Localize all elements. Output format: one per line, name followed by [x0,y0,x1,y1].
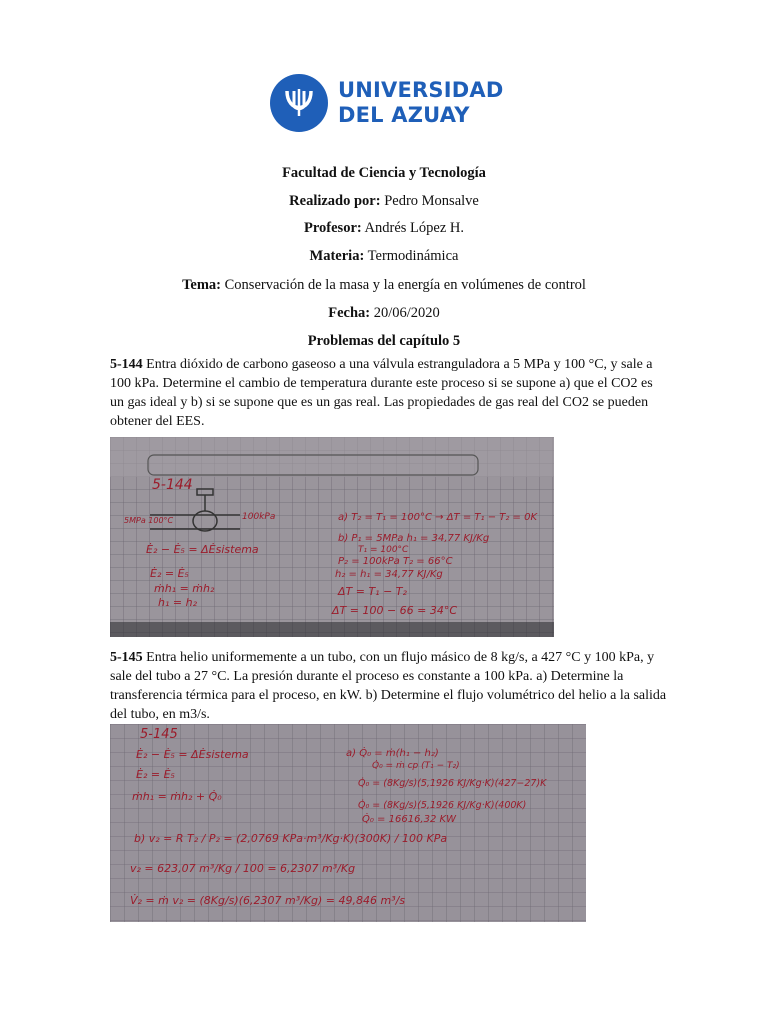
handwritten-line: ΔT = 100 − 66 = 34°C [332,604,458,617]
topic-line: Tema: Conservación de la masa y la energía en volúmenes de control [182,277,586,293]
handwritten-line: a) Q̇₀ = ṁ(h₁ − h₂) [346,748,439,759]
handwritten-line: v₂ = 623,07 m³/Kg / 100 = 6,2307 m³/Kg [130,862,356,875]
handwritten-line: ΔT = T₁ − T₂ [338,585,407,598]
chapter-title: Problemas del capítulo 5 [307,333,461,349]
logo-emblem-icon [270,74,328,132]
professor-line: Profesor: Andrés López H. [304,220,464,236]
handwritten-line: Ė₂ − Ė₅ = ΔĖsistema [136,748,249,761]
notes-title: 5-145 [140,727,178,742]
handwritten-line: b) P₁ = 5MPa h₁ = 34,77 KJ/Kg [338,533,490,544]
subject-line: Materia: Termodinámica [309,248,459,264]
handwritten-line: h₁ = h₂ [158,596,197,609]
handwritten-line: b) v₂ = R T₂ / P₂ = (2,0769 KPa·m³/Kg·K)(300K) / 100 KPa [134,832,448,845]
handwritten-line: h₂ = h₁ = 34,77 KJ/Kg [335,569,443,580]
problem-5-144-handwritten-photo [110,437,554,637]
notes-inlet-label: 5MPa 100°C [124,516,174,525]
handwritten-line: T₁ = 100°C [358,545,409,555]
problem-5-144-statement: 5-144 Entra dióxido de carbono gaseoso a una válvula estranguladora a 5 MPa y 100 °C, y sale a 100 kPa. Determine el cambio de temperatura durante este proceso si se supone a) que el CO2 es un gas ideal y b) si se supone que es un gas real. Las propiedades de gas real del CO2 se pueden obtener del EES. [110,357,653,429]
handwritten-line: Q̇₀ = (8Kg/s)(5,1926 KJ/Kg·K)(427−27)K [358,778,547,789]
date-line: Fecha: 20/06/2020 [328,305,440,321]
author-line: Realizado por: Pedro Monsalve [289,193,479,209]
handwritten-line: ṁh₁ = ṁh₂ [154,582,215,595]
university-logo [270,70,504,136]
faculty-line: Facultad de Ciencia y Tecnología [282,165,486,181]
notes-outlet-label: 100kPa [242,512,276,522]
handwritten-line: ṁh₁ = ṁh₂ + Q̇₀ [132,790,222,803]
handwritten-line: Q̇₀ = 16616,32 KW [362,814,456,825]
handwritten-line: a) T₂ = T₁ = 100°C → ΔT = T₁ − T₂ = 0K [338,512,538,523]
handwritten-line: Ė₂ − Ė₅ = ΔĖsistema [146,543,259,556]
problem-5-145-handwritten-photo [110,724,586,922]
handwritten-line: V̇₂ = ṁ v₂ = (8Kg/s)(6,2307 m³/Kg) = 49,846 m³/s [130,894,406,907]
notes-title: 5-144 [152,477,193,493]
handwritten-line: Ė₂ = Ė₅ [150,567,189,580]
problem-5-145-statement: 5-145 Entra helio uniformemente a un tubo, con un flujo másico de 8 kg/s, a 427 °C y 100 kPa, y sale del tubo a 27 °C. La presión durante el proceso es constante a 100 kPa. a) Determine la transferencia térmica para el proceso, en kW. b) Determine el flujo volumétrico del helio a la salida del tubo, en m3/s. [110,650,667,722]
handwritten-line: Ė₂ = Ė₅ [136,768,175,781]
handwritten-line: Q̇₀ = ṁ cp (T₁ − T₂) [372,761,460,771]
logo-wordmark: UNIVERSIDAD DEL AZUAY [338,78,504,127]
handwritten-line: Q̇₀ = (8Kg/s)(5,1926 KJ/Kg·K)(400K) [358,800,527,811]
handwritten-line: P₂ = 100kPa T₂ = 66°C [338,556,453,567]
